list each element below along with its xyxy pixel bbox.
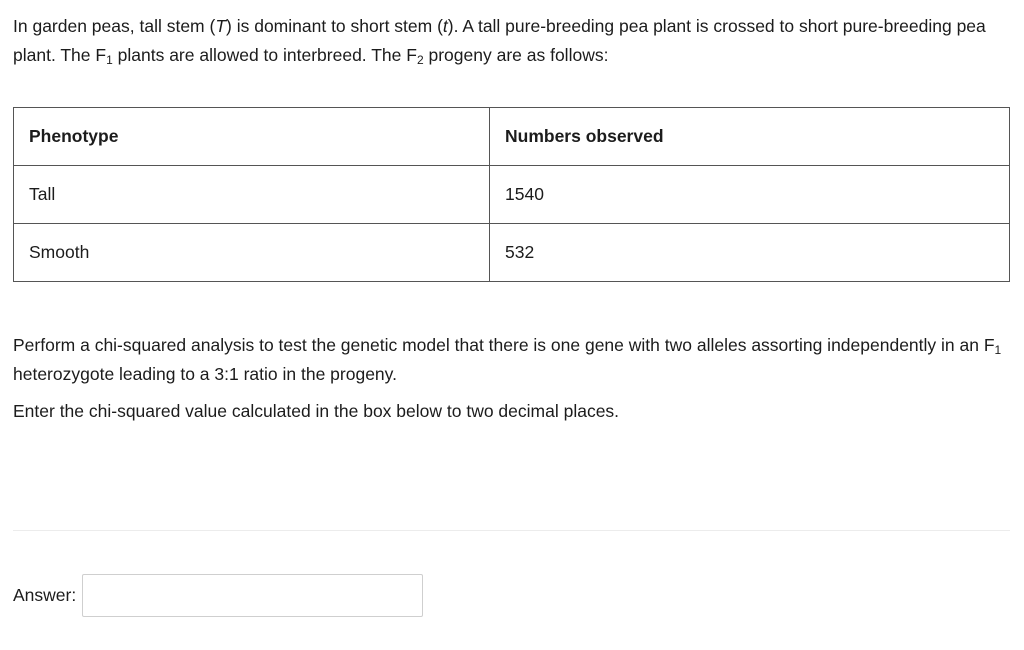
intro-text: In garden peas, tall stem ( — [13, 16, 216, 36]
progeny-table — [13, 107, 1010, 282]
column-header-numbers-observed: Numbers observed — [490, 108, 1010, 166]
intro-text: plants are allowed to interbreed. The F — [112, 45, 417, 65]
intro-text: ). A tall pure-breeding pea plant is crossed to short pure-breeding pea plant. The F — [13, 16, 986, 65]
table-row — [14, 224, 1010, 282]
question-paragraph — [13, 331, 1008, 389]
intro-paragraph — [13, 12, 1008, 70]
question-text: heterozygote leading to a 3:1 ratio in the progeny. — [13, 364, 397, 384]
answer-row — [13, 573, 423, 618]
count-cell: 532 — [490, 224, 1010, 282]
answer-input[interactable] — [82, 574, 423, 617]
phenotype-cell: Smooth — [14, 224, 490, 282]
table-row — [14, 166, 1010, 224]
intro-text: ) is dominant to short stem ( — [226, 16, 443, 36]
phenotype-cell: Tall — [14, 166, 490, 224]
count-cell: 1540 — [490, 166, 1010, 224]
dominant-allele: T — [215, 16, 227, 36]
f2-subscript: 2 — [416, 53, 424, 67]
f1-subscript: 1 — [994, 343, 1002, 357]
instruction-text: Enter the chi-squared value calculated in the box below to two decimal places. — [13, 401, 620, 421]
column-header-phenotype: Phenotype — [14, 108, 490, 166]
section-divider — [13, 530, 1010, 531]
answer-label: Answer: — [13, 585, 77, 605]
recessive-allele: t — [442, 16, 448, 36]
question-text: Perform a chi-squared analysis to test the genetic model that there is one gene with two alleles assorting independently in an F — [13, 335, 995, 355]
table-header-row — [14, 108, 1010, 166]
intro-text: progeny are as follows: — [423, 45, 609, 65]
f1-subscript: 1 — [106, 53, 113, 67]
